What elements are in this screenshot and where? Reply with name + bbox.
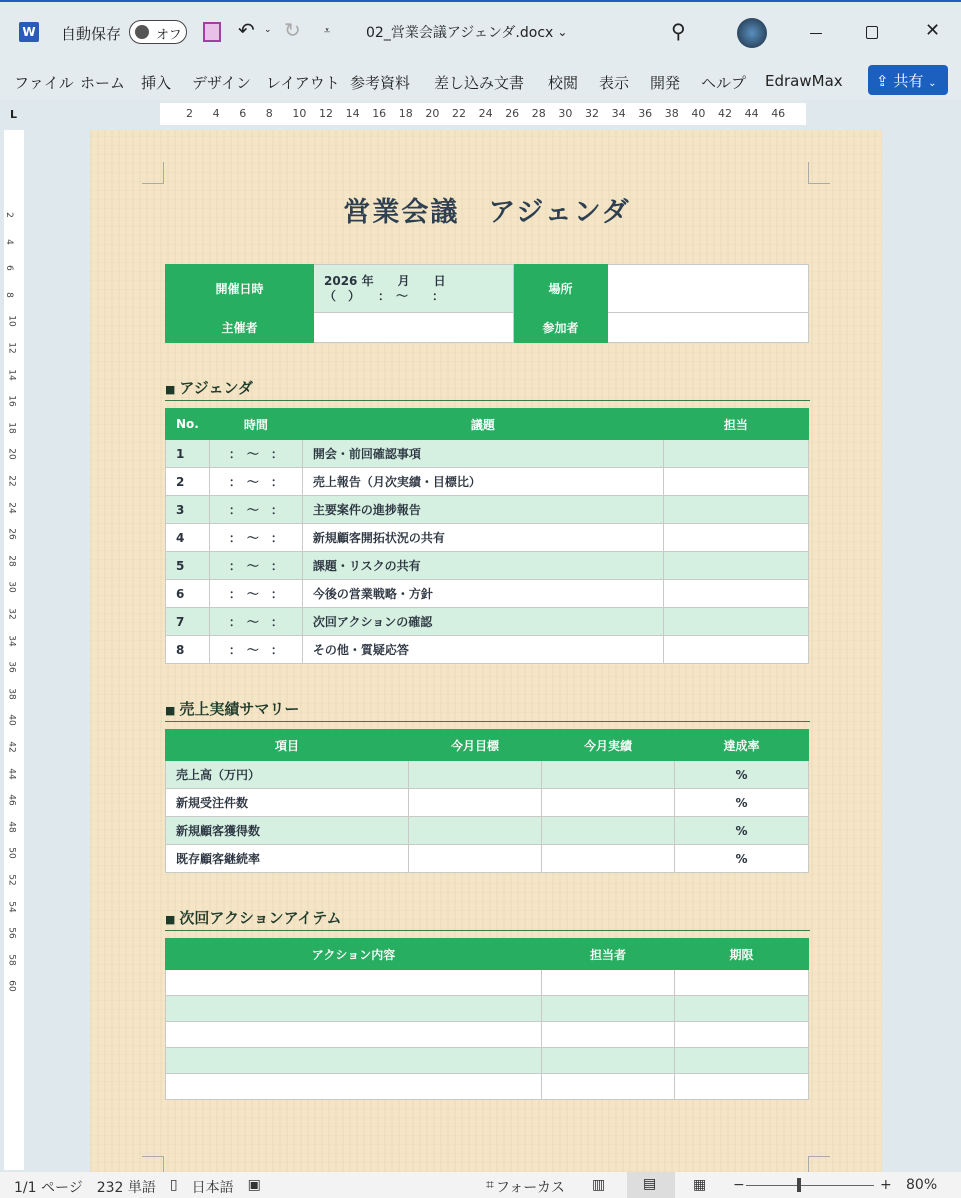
table-row (166, 496, 809, 524)
tab-selector-icon[interactable]: L (10, 108, 18, 121)
agenda-topic[interactable]: 売上報告（月次実績・目標比） (302, 468, 663, 496)
ruler-tick: 40 (691, 107, 706, 120)
close-button[interactable]: ✕ (925, 20, 941, 41)
share-button[interactable] (868, 65, 948, 95)
agenda-no[interactable]: 8 (166, 636, 210, 664)
horizontal-ruler[interactable] (160, 103, 806, 125)
agenda-time[interactable]: ： 〜 ： (209, 552, 302, 580)
ruler-tick: 42 (6, 741, 17, 753)
column-header: 項目 (166, 730, 409, 761)
target-value[interactable] (409, 817, 542, 845)
place-label: 場所 (514, 265, 608, 313)
agenda-owner[interactable] (663, 552, 808, 580)
action-owner[interactable] (542, 1022, 675, 1048)
ribbon-tabs (0, 62, 961, 100)
table-row (166, 608, 809, 636)
ruler-tick: 40 (6, 714, 17, 727)
ruler-tick: 10 (6, 315, 17, 328)
table-row (166, 1074, 809, 1100)
document-filename-button[interactable] (366, 22, 567, 42)
ruler-tick: 46 (6, 794, 17, 806)
target-value[interactable] (409, 789, 542, 817)
tab-file[interactable]: ファイル (14, 74, 74, 92)
zoom-slider[interactable] (746, 1185, 874, 1186)
table-row (166, 817, 809, 845)
action-due[interactable] (675, 996, 809, 1022)
web-layout-icon[interactable]: ▦ (693, 1177, 707, 1193)
achievement-rate[interactable]: % (675, 789, 809, 817)
save-icon[interactable] (203, 22, 221, 42)
tab-mailings[interactable]: 差し込み文書 (434, 74, 525, 92)
column-header: 期限 (675, 939, 809, 970)
action-due[interactable] (675, 1022, 809, 1048)
read-mode-icon[interactable]: ▥ (592, 1177, 606, 1193)
undo-icon[interactable]: ↶ (238, 18, 255, 42)
margin-corner (142, 162, 164, 184)
ruler-tick: 24 (6, 501, 17, 514)
minimize-button[interactable] (810, 33, 822, 34)
actual-value[interactable] (542, 845, 675, 873)
ruler-tick: 12 (319, 107, 333, 120)
avatar[interactable] (737, 18, 767, 48)
action-content[interactable] (166, 1022, 542, 1048)
column-header: アクション内容 (166, 939, 542, 970)
date-value[interactable] (314, 265, 514, 313)
ruler-tick: 22 (6, 475, 17, 487)
ruler-tick: 46 (771, 107, 786, 120)
table-row (166, 1022, 809, 1048)
table-header-row (166, 409, 809, 440)
column-header: 担当者 (542, 939, 675, 970)
ruler-tick: 36 (638, 107, 653, 120)
table-row (166, 580, 809, 608)
ruler-tick: 6 (3, 265, 14, 272)
achievement-rate[interactable]: % (675, 845, 809, 873)
agenda-owner[interactable] (663, 580, 808, 608)
ruler-tick: 14 (345, 107, 360, 120)
ruler-tick: 50 (6, 847, 17, 860)
redo-icon[interactable]: ↻ (284, 18, 301, 42)
agenda-time[interactable]: ： 〜 ： (209, 468, 302, 496)
ruler-tick: 16 (6, 395, 17, 407)
actual-value[interactable] (542, 789, 675, 817)
ruler-tick: 32 (585, 107, 599, 120)
achievement-rate[interactable]: % (675, 761, 809, 789)
table-row (166, 970, 809, 996)
ruler-tick: 4 (3, 238, 14, 245)
actual-value[interactable] (542, 817, 675, 845)
filename-chevron-icon: ⌄ (557, 25, 568, 39)
table-row (166, 996, 809, 1022)
ruler-tick: 34 (611, 107, 626, 120)
ruler-tick: 4 (212, 107, 220, 120)
ruler-tick: 58 (6, 954, 17, 966)
host-value[interactable] (314, 313, 514, 343)
actual-value[interactable] (542, 761, 675, 789)
maximize-button[interactable] (866, 26, 878, 39)
ruler-tick: 56 (6, 927, 17, 939)
ruler-tick: 60 (6, 980, 17, 993)
ruler-tick: 36 (6, 661, 17, 673)
accessibility-icon[interactable]: ▣ (247, 1177, 261, 1193)
focus-label: フォーカス (495, 1180, 565, 1196)
agenda-owner[interactable] (663, 636, 808, 664)
square-bullet-icon: ■ (165, 913, 176, 926)
ruler-tick: 54 (6, 900, 17, 913)
action-items-table (165, 938, 809, 1100)
metric-name: 新規受注件数 (166, 789, 409, 817)
meeting-info-table (165, 264, 809, 343)
ruler-tick: 2 (186, 107, 193, 120)
page-count[interactable]: 1/1 ページ (14, 1180, 83, 1196)
language[interactable]: 日本語 (191, 1180, 234, 1196)
agenda-owner[interactable] (663, 608, 808, 636)
table-row (166, 440, 809, 468)
status-bar (0, 1172, 961, 1198)
document-filename: 02_営業会議アジェンダ.docx (366, 25, 554, 41)
action-content[interactable] (166, 1048, 542, 1074)
agenda-time[interactable]: ： 〜 ： (209, 608, 302, 636)
status-left-group (14, 1177, 261, 1197)
action-due[interactable] (675, 1074, 809, 1100)
zoom-slider-thumb[interactable] (797, 1178, 801, 1192)
ruler-tick: 10 (292, 107, 307, 120)
agenda-time[interactable]: ： 〜 ： (209, 496, 302, 524)
column-header: No. (166, 409, 210, 440)
ruler-tick: 20 (6, 448, 17, 461)
zoom-in-button[interactable]: + (880, 1177, 892, 1193)
focus-icon: ⌗ (486, 1177, 494, 1193)
proofing-icon[interactable]: ▯ (169, 1177, 178, 1193)
ruler-tick: 18 (398, 107, 413, 120)
tab-view[interactable]: 表示 (599, 74, 630, 92)
place-value[interactable] (608, 265, 809, 313)
ruler-tick: 20 (425, 107, 440, 120)
autosave-label: 自動保存 (61, 25, 122, 43)
sales-table (165, 729, 809, 873)
ruler-tick: 38 (6, 688, 17, 700)
ruler-tick: 22 (452, 107, 466, 120)
agenda-heading (165, 377, 810, 401)
ruler-tick: 30 (6, 581, 17, 594)
ruler-tick: 48 (6, 821, 17, 833)
agenda-topic[interactable]: 今後の営業戦略・方針 (302, 580, 663, 608)
metric-name: 売上高（万円） (166, 761, 409, 789)
column-header: 担当 (663, 409, 808, 440)
agenda-no[interactable]: 7 (166, 608, 210, 636)
agenda-no[interactable]: 6 (166, 580, 210, 608)
margin-corner (808, 162, 830, 184)
table-row (166, 845, 809, 873)
title-bar (0, 0, 961, 62)
agenda-no[interactable]: 2 (166, 468, 210, 496)
ruler-tick: 52 (6, 874, 17, 886)
ruler-tick: 2 (3, 212, 14, 218)
agenda-topic[interactable]: 課題・リスクの共有 (302, 552, 663, 580)
ruler-tick: 28 (6, 555, 17, 567)
square-bullet-icon: ■ (165, 704, 176, 717)
word-app-icon: W (19, 22, 39, 42)
actions-heading-text: 次回アクションアイテム (179, 909, 342, 927)
ruler-tick: 18 (6, 422, 17, 434)
agenda-topic[interactable]: 主要案件の進捗報告 (302, 496, 663, 524)
table-row (166, 524, 809, 552)
column-header: 時間 (209, 409, 302, 440)
table-row (166, 789, 809, 817)
autosave-state: オフ (156, 28, 182, 43)
agenda-time[interactable]: ： 〜 ： (209, 440, 302, 468)
ruler-tick: 24 (478, 107, 493, 120)
print-layout-button[interactable] (627, 1172, 675, 1198)
action-due[interactable] (675, 1048, 809, 1074)
tab-developer[interactable]: 開発 (650, 74, 681, 92)
date-label: 開催日時 (166, 265, 314, 313)
toggle-knob (135, 25, 149, 39)
ruler-tick: 32 (6, 608, 17, 620)
achievement-rate[interactable]: % (675, 817, 809, 845)
time-line: （ ） ： 〜 ： (324, 288, 445, 303)
tab-insert[interactable]: 挿入 (141, 74, 172, 92)
ruler-tick: 12 (6, 342, 17, 354)
sales-heading-text: 売上実績サマリー (179, 700, 300, 718)
table-row (166, 468, 809, 496)
tab-help[interactable]: ヘルプ (701, 74, 747, 92)
ruler-tick: 16 (372, 107, 387, 120)
table-row (166, 761, 809, 789)
column-header: 今月実績 (542, 730, 675, 761)
share-icon: ⇪ (876, 72, 889, 90)
tab-layout[interactable]: レイアウト (266, 74, 340, 92)
action-content[interactable] (166, 996, 542, 1022)
autosave-toggle[interactable] (129, 20, 187, 44)
zoom-out-button[interactable]: − (733, 1177, 745, 1193)
share-label: 共有 (893, 72, 924, 90)
metric-name: 既存顧客継続率 (166, 845, 409, 873)
date-line: 2026 年 月 日 (324, 273, 446, 288)
attendees-value[interactable] (608, 313, 809, 343)
tab-edrawmax[interactable]: EdrawMax (765, 72, 843, 90)
zoom-level[interactable]: 80% (906, 1177, 938, 1193)
ruler-tick: 26 (505, 107, 520, 120)
host-label: 主催者 (166, 313, 314, 343)
ruler-tick: 30 (558, 107, 573, 120)
focus-button[interactable] (486, 1177, 565, 1197)
tab-review[interactable]: 校閲 (548, 74, 579, 92)
ruler-tick: 34 (6, 634, 17, 647)
ruler-tick: 26 (6, 528, 17, 540)
table-row (166, 636, 809, 664)
sales-heading (165, 698, 810, 722)
ruler-tick: 28 (531, 107, 546, 120)
tab-design[interactable]: デザイン (192, 74, 251, 92)
actions-heading (165, 907, 810, 931)
agenda-owner[interactable] (663, 524, 808, 552)
agenda-no[interactable]: 1 (166, 440, 210, 468)
agenda-topic[interactable]: 新規顧客開拓状況の共有 (302, 524, 663, 552)
action-owner[interactable] (542, 1074, 675, 1100)
action-content[interactable] (166, 970, 542, 996)
agenda-time[interactable]: ： 〜 ： (209, 580, 302, 608)
chevron-down-icon: ⌄ (928, 78, 937, 89)
column-header: 達成率 (675, 730, 809, 761)
agenda-heading-text: アジェンダ (179, 379, 253, 397)
ruler-tick: 8 (3, 291, 14, 298)
tab-references[interactable]: 参考資料 (350, 74, 411, 92)
agenda-table (165, 408, 809, 664)
print-layout-icon: ▤ (643, 1176, 657, 1192)
column-header: 議題 (302, 409, 663, 440)
column-header: 今月目標 (409, 730, 542, 761)
action-owner[interactable] (542, 970, 675, 996)
action-content[interactable] (166, 1074, 542, 1100)
ruler-tick: 6 (239, 107, 247, 120)
ruler-tick: 42 (718, 107, 732, 120)
agenda-time[interactable]: ： 〜 ： (209, 636, 302, 664)
target-value[interactable] (409, 761, 542, 789)
agenda-owner[interactable] (663, 440, 808, 468)
table-header-row (166, 730, 809, 761)
action-due[interactable] (675, 970, 809, 996)
agenda-topic[interactable]: 次回アクションの確認 (302, 608, 663, 636)
ruler-tick: 8 (265, 107, 273, 120)
search-icon[interactable]: ⚲ (671, 19, 686, 43)
target-value[interactable] (409, 845, 542, 873)
table-row (166, 552, 809, 580)
action-owner[interactable] (542, 996, 675, 1022)
word-count[interactable]: 232 単語 (96, 1180, 156, 1196)
ruler-tick: 38 (664, 107, 679, 120)
agenda-no[interactable]: 3 (166, 496, 210, 524)
vertical-ruler[interactable] (4, 130, 24, 1170)
agenda-topic[interactable]: その他・質疑応答 (302, 636, 663, 664)
ruler-tick: 44 (6, 767, 17, 780)
square-bullet-icon: ■ (165, 383, 176, 396)
metric-name: 新規顧客獲得数 (166, 817, 409, 845)
agenda-owner[interactable] (663, 496, 808, 524)
ruler-tick: 44 (744, 107, 759, 120)
agenda-topic[interactable]: 開会・前回確認事項 (302, 440, 663, 468)
customize-qat-icon[interactable]: ⩡ (324, 24, 331, 37)
agenda-no[interactable]: 4 (166, 524, 210, 552)
action-owner[interactable] (542, 1048, 675, 1074)
undo-dropdown-icon[interactable]: ⌄ (264, 25, 272, 35)
attendees-label: 参加者 (514, 313, 608, 343)
agenda-no[interactable]: 5 (166, 552, 210, 580)
agenda-owner[interactable] (663, 468, 808, 496)
ruler-tick: 14 (6, 368, 17, 381)
table-row (166, 1048, 809, 1074)
agenda-time[interactable]: ： 〜 ： (209, 524, 302, 552)
table-header-row (166, 939, 809, 970)
document-title: 営業会議 アジェンダ (343, 197, 631, 228)
tab-home[interactable]: ホーム (80, 74, 126, 92)
